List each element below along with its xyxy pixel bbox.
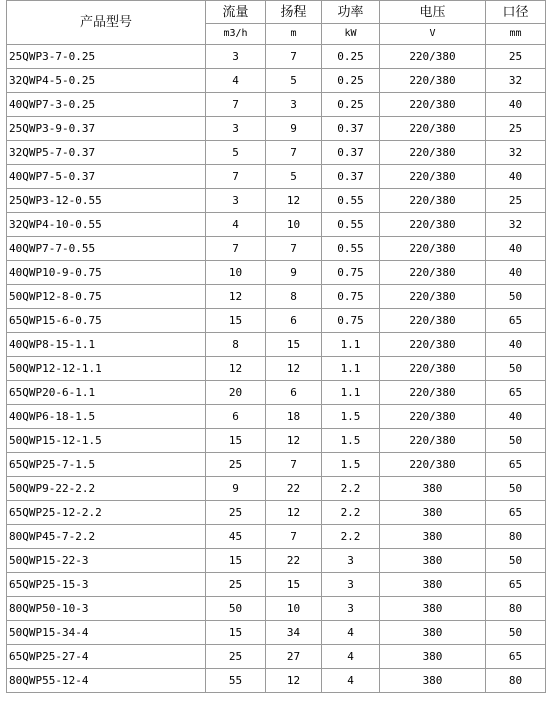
header-model: 产品型号 bbox=[7, 1, 206, 45]
cell-caliber: 32 bbox=[486, 69, 546, 93]
cell-model: 65QWP25-7-1.5 bbox=[7, 453, 206, 477]
header-voltage: 电压 bbox=[380, 1, 486, 24]
cell-flow: 9 bbox=[206, 477, 266, 501]
cell-head: 12 bbox=[266, 189, 322, 213]
cell-model: 25QWP3-7-0.25 bbox=[7, 45, 206, 69]
cell-model: 50QWP12-12-1.1 bbox=[7, 357, 206, 381]
cell-voltage: 380 bbox=[380, 669, 486, 693]
cell-head: 9 bbox=[266, 117, 322, 141]
table-row bbox=[7, 429, 546, 453]
table-row bbox=[7, 213, 546, 237]
table-row bbox=[7, 45, 546, 69]
cell-caliber: 40 bbox=[486, 165, 546, 189]
cell-caliber: 80 bbox=[486, 669, 546, 693]
cell-head: 34 bbox=[266, 621, 322, 645]
cell-power: 3 bbox=[322, 549, 380, 573]
table-row bbox=[7, 309, 546, 333]
cell-power: 0.75 bbox=[322, 261, 380, 285]
cell-caliber: 25 bbox=[486, 189, 546, 213]
unit-voltage: V bbox=[380, 24, 486, 45]
cell-voltage: 220/380 bbox=[380, 309, 486, 333]
cell-model: 50QWP15-22-3 bbox=[7, 549, 206, 573]
cell-power: 1.5 bbox=[322, 453, 380, 477]
cell-head: 10 bbox=[266, 213, 322, 237]
cell-power: 2.2 bbox=[322, 525, 380, 549]
pump-spec-table bbox=[6, 0, 546, 693]
cell-voltage: 220/380 bbox=[380, 453, 486, 477]
cell-power: 0.37 bbox=[322, 117, 380, 141]
cell-model: 65QWP15-6-0.75 bbox=[7, 309, 206, 333]
table-row bbox=[7, 381, 546, 405]
unit-head: m bbox=[266, 24, 322, 45]
cell-flow: 25 bbox=[206, 645, 266, 669]
cell-head: 5 bbox=[266, 165, 322, 189]
cell-voltage: 220/380 bbox=[380, 141, 486, 165]
cell-caliber: 40 bbox=[486, 237, 546, 261]
cell-flow: 55 bbox=[206, 669, 266, 693]
cell-flow: 5 bbox=[206, 141, 266, 165]
cell-flow: 8 bbox=[206, 333, 266, 357]
cell-power: 0.37 bbox=[322, 141, 380, 165]
cell-power: 0.75 bbox=[322, 285, 380, 309]
unit-caliber: mm bbox=[486, 24, 546, 45]
cell-power: 3 bbox=[322, 573, 380, 597]
cell-caliber: 65 bbox=[486, 573, 546, 597]
cell-power: 0.25 bbox=[322, 69, 380, 93]
cell-flow: 12 bbox=[206, 357, 266, 381]
cell-power: 4 bbox=[322, 669, 380, 693]
cell-caliber: 50 bbox=[486, 357, 546, 381]
cell-head: 7 bbox=[266, 141, 322, 165]
cell-model: 40QWP6-18-1.5 bbox=[7, 405, 206, 429]
header-flow: 流量 bbox=[206, 1, 266, 24]
cell-model: 65QWP25-12-2.2 bbox=[7, 501, 206, 525]
cell-caliber: 80 bbox=[486, 597, 546, 621]
cell-head: 12 bbox=[266, 429, 322, 453]
table-row bbox=[7, 69, 546, 93]
cell-head: 9 bbox=[266, 261, 322, 285]
cell-power: 4 bbox=[322, 645, 380, 669]
table-row bbox=[7, 285, 546, 309]
cell-model: 25QWP3-9-0.37 bbox=[7, 117, 206, 141]
header-head: 扬程 bbox=[266, 1, 322, 24]
cell-flow: 15 bbox=[206, 429, 266, 453]
table-row bbox=[7, 189, 546, 213]
cell-voltage: 220/380 bbox=[380, 93, 486, 117]
cell-flow: 45 bbox=[206, 525, 266, 549]
cell-power: 2.2 bbox=[322, 477, 380, 501]
cell-power: 2.2 bbox=[322, 501, 380, 525]
table-row bbox=[7, 165, 546, 189]
cell-flow: 6 bbox=[206, 405, 266, 429]
table-row bbox=[7, 237, 546, 261]
cell-voltage: 220/380 bbox=[380, 117, 486, 141]
cell-head: 12 bbox=[266, 501, 322, 525]
cell-power: 1.1 bbox=[322, 381, 380, 405]
cell-caliber: 65 bbox=[486, 381, 546, 405]
cell-caliber: 50 bbox=[486, 285, 546, 309]
cell-head: 7 bbox=[266, 453, 322, 477]
cell-voltage: 380 bbox=[380, 549, 486, 573]
cell-voltage: 220/380 bbox=[380, 357, 486, 381]
cell-voltage: 380 bbox=[380, 597, 486, 621]
table-row bbox=[7, 573, 546, 597]
cell-head: 7 bbox=[266, 45, 322, 69]
cell-flow: 7 bbox=[206, 165, 266, 189]
cell-power: 1.1 bbox=[322, 357, 380, 381]
header-row bbox=[7, 1, 546, 24]
cell-caliber: 40 bbox=[486, 93, 546, 117]
cell-model: 65QWP25-15-3 bbox=[7, 573, 206, 597]
cell-model: 50QWP12-8-0.75 bbox=[7, 285, 206, 309]
cell-voltage: 220/380 bbox=[380, 213, 486, 237]
cell-caliber: 50 bbox=[486, 477, 546, 501]
table-row bbox=[7, 141, 546, 165]
cell-head: 27 bbox=[266, 645, 322, 669]
cell-flow: 15 bbox=[206, 549, 266, 573]
cell-power: 4 bbox=[322, 621, 380, 645]
cell-voltage: 220/380 bbox=[380, 189, 486, 213]
cell-voltage: 220/380 bbox=[380, 429, 486, 453]
cell-flow: 4 bbox=[206, 213, 266, 237]
cell-model: 32QWP4-5-0.25 bbox=[7, 69, 206, 93]
cell-flow: 25 bbox=[206, 501, 266, 525]
cell-head: 22 bbox=[266, 477, 322, 501]
cell-model: 50QWP15-12-1.5 bbox=[7, 429, 206, 453]
cell-caliber: 40 bbox=[486, 333, 546, 357]
cell-power: 0.55 bbox=[322, 213, 380, 237]
cell-flow: 25 bbox=[206, 573, 266, 597]
cell-voltage: 380 bbox=[380, 573, 486, 597]
cell-caliber: 50 bbox=[486, 429, 546, 453]
table-row bbox=[7, 525, 546, 549]
cell-voltage: 380 bbox=[380, 477, 486, 501]
table-row bbox=[7, 549, 546, 573]
cell-power: 0.37 bbox=[322, 165, 380, 189]
cell-caliber: 32 bbox=[486, 141, 546, 165]
cell-model: 40QWP7-5-0.37 bbox=[7, 165, 206, 189]
cell-model: 65QWP20-6-1.1 bbox=[7, 381, 206, 405]
cell-voltage: 220/380 bbox=[380, 333, 486, 357]
cell-power: 1.5 bbox=[322, 405, 380, 429]
table-row bbox=[7, 333, 546, 357]
cell-power: 1.5 bbox=[322, 429, 380, 453]
cell-flow: 25 bbox=[206, 453, 266, 477]
cell-model: 32QWP4-10-0.55 bbox=[7, 213, 206, 237]
cell-head: 10 bbox=[266, 597, 322, 621]
cell-voltage: 220/380 bbox=[380, 381, 486, 405]
cell-head: 6 bbox=[266, 309, 322, 333]
cell-voltage: 380 bbox=[380, 621, 486, 645]
cell-model: 50QWP15-34-4 bbox=[7, 621, 206, 645]
cell-flow: 12 bbox=[206, 285, 266, 309]
cell-model: 40QWP10-9-0.75 bbox=[7, 261, 206, 285]
table-row bbox=[7, 597, 546, 621]
header-power: 功率 bbox=[322, 1, 380, 24]
unit-flow: m3/h bbox=[206, 24, 266, 45]
table-row bbox=[7, 357, 546, 381]
cell-power: 0.75 bbox=[322, 309, 380, 333]
cell-power: 0.25 bbox=[322, 45, 380, 69]
cell-model: 80QWP50-10-3 bbox=[7, 597, 206, 621]
table-body bbox=[7, 45, 546, 693]
cell-model: 80QWP55-12-4 bbox=[7, 669, 206, 693]
cell-flow: 20 bbox=[206, 381, 266, 405]
cell-power: 0.55 bbox=[322, 237, 380, 261]
cell-head: 5 bbox=[266, 69, 322, 93]
cell-model: 80QWP45-7-2.2 bbox=[7, 525, 206, 549]
table-row bbox=[7, 261, 546, 285]
cell-power: 0.25 bbox=[322, 93, 380, 117]
cell-model: 25QWP3-12-0.55 bbox=[7, 189, 206, 213]
table-row bbox=[7, 477, 546, 501]
cell-power: 0.55 bbox=[322, 189, 380, 213]
cell-flow: 15 bbox=[206, 309, 266, 333]
unit-power: kW bbox=[322, 24, 380, 45]
cell-voltage: 220/380 bbox=[380, 45, 486, 69]
cell-flow: 4 bbox=[206, 69, 266, 93]
cell-caliber: 65 bbox=[486, 645, 546, 669]
cell-flow: 7 bbox=[206, 93, 266, 117]
cell-voltage: 220/380 bbox=[380, 285, 486, 309]
cell-voltage: 220/380 bbox=[380, 69, 486, 93]
cell-head: 18 bbox=[266, 405, 322, 429]
cell-flow: 3 bbox=[206, 117, 266, 141]
table-row bbox=[7, 117, 546, 141]
cell-flow: 15 bbox=[206, 621, 266, 645]
cell-model: 40QWP7-7-0.55 bbox=[7, 237, 206, 261]
table-row bbox=[7, 453, 546, 477]
cell-caliber: 80 bbox=[486, 525, 546, 549]
cell-flow: 7 bbox=[206, 237, 266, 261]
cell-flow: 50 bbox=[206, 597, 266, 621]
cell-power: 1.1 bbox=[322, 333, 380, 357]
cell-caliber: 50 bbox=[486, 621, 546, 645]
cell-model: 40QWP8-15-1.1 bbox=[7, 333, 206, 357]
cell-caliber: 50 bbox=[486, 549, 546, 573]
cell-model: 65QWP25-27-4 bbox=[7, 645, 206, 669]
table-row bbox=[7, 93, 546, 117]
cell-model: 50QWP9-22-2.2 bbox=[7, 477, 206, 501]
cell-head: 7 bbox=[266, 525, 322, 549]
cell-caliber: 65 bbox=[486, 501, 546, 525]
cell-head: 3 bbox=[266, 93, 322, 117]
cell-head: 15 bbox=[266, 333, 322, 357]
cell-head: 12 bbox=[266, 357, 322, 381]
cell-head: 8 bbox=[266, 285, 322, 309]
cell-head: 6 bbox=[266, 381, 322, 405]
cell-power: 3 bbox=[322, 597, 380, 621]
table-row bbox=[7, 501, 546, 525]
header-caliber: 口径 bbox=[486, 1, 546, 24]
cell-voltage: 220/380 bbox=[380, 405, 486, 429]
cell-voltage: 220/380 bbox=[380, 165, 486, 189]
cell-caliber: 32 bbox=[486, 213, 546, 237]
cell-caliber: 65 bbox=[486, 309, 546, 333]
cell-model: 40QWP7-3-0.25 bbox=[7, 93, 206, 117]
cell-model: 32QWP5-7-0.37 bbox=[7, 141, 206, 165]
table-row bbox=[7, 645, 546, 669]
cell-flow: 3 bbox=[206, 189, 266, 213]
cell-voltage: 380 bbox=[380, 645, 486, 669]
cell-caliber: 40 bbox=[486, 261, 546, 285]
cell-head: 15 bbox=[266, 573, 322, 597]
cell-voltage: 380 bbox=[380, 525, 486, 549]
cell-voltage: 220/380 bbox=[380, 237, 486, 261]
cell-voltage: 380 bbox=[380, 501, 486, 525]
cell-voltage: 220/380 bbox=[380, 261, 486, 285]
table-row bbox=[7, 621, 546, 645]
cell-head: 12 bbox=[266, 669, 322, 693]
cell-caliber: 40 bbox=[486, 405, 546, 429]
cell-caliber: 65 bbox=[486, 453, 546, 477]
cell-head: 7 bbox=[266, 237, 322, 261]
table-row bbox=[7, 405, 546, 429]
cell-flow: 3 bbox=[206, 45, 266, 69]
table-row bbox=[7, 669, 546, 693]
cell-flow: 10 bbox=[206, 261, 266, 285]
cell-caliber: 25 bbox=[486, 117, 546, 141]
cell-head: 22 bbox=[266, 549, 322, 573]
cell-caliber: 25 bbox=[486, 45, 546, 69]
